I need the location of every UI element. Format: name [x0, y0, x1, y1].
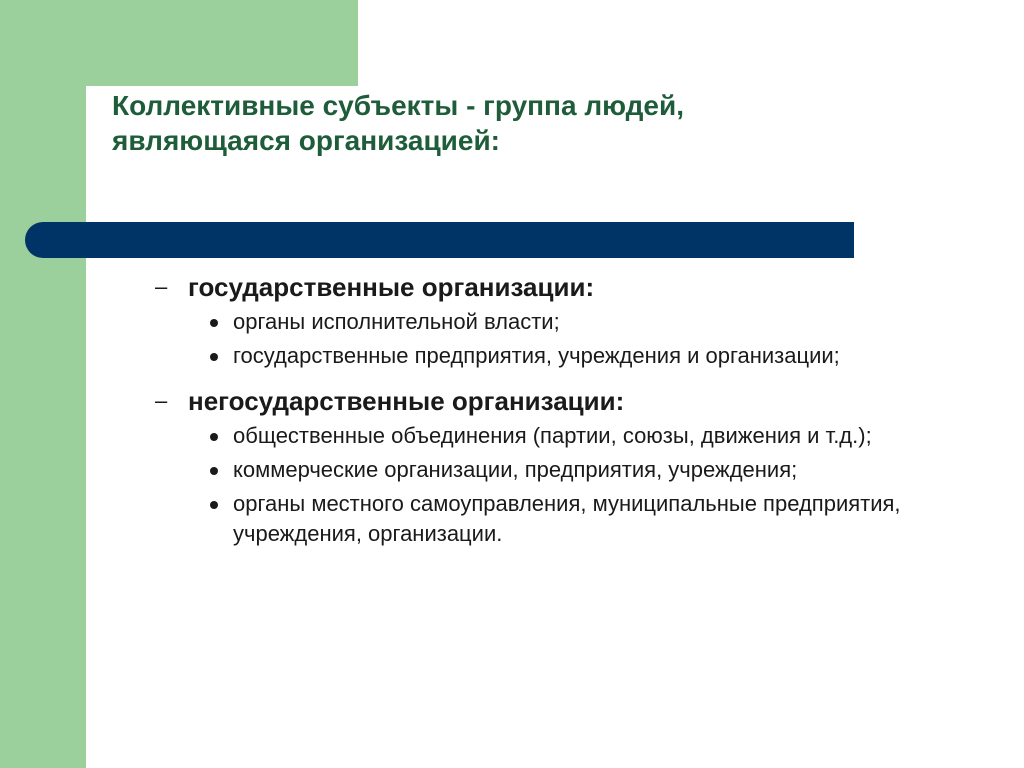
bullet-icon	[210, 467, 218, 475]
section-heading-nonstate	[155, 381, 995, 421]
green-side-strip	[0, 0, 86, 768]
dash-marker: –	[155, 274, 168, 299]
list-item	[155, 421, 995, 451]
dash-marker: –	[155, 388, 168, 413]
bullet-icon	[210, 319, 218, 327]
list-item-text: коммерческие организации, предприятия, учреждения;	[233, 457, 798, 482]
list-item	[155, 489, 995, 549]
list-item	[155, 307, 995, 337]
slide-title	[112, 88, 992, 158]
title-line-1: Коллективные субъекты - группа людей,	[112, 90, 684, 121]
content-list	[155, 267, 995, 553]
bullet-icon	[210, 433, 218, 441]
list-item-text: государственные предприятия, учреждения и организации;	[233, 343, 840, 368]
divider-bar	[25, 222, 854, 258]
section-heading-text: государственные организации:	[188, 272, 595, 302]
section-heading-state	[155, 267, 995, 307]
list-item-text: органы исполнительной власти;	[233, 309, 560, 334]
section-heading-text: негосударственные организации:	[188, 386, 625, 416]
bullet-icon	[210, 501, 218, 509]
list-item-text: общественные объединения (партии, союзы, движения и т.д.);	[233, 423, 872, 448]
list-item	[155, 341, 995, 371]
list-item	[155, 455, 995, 485]
bullet-icon	[210, 353, 218, 361]
title-line-2: являющаяся организацией:	[112, 125, 501, 156]
list-item-text: органы местного самоуправления, муниципальные предприятия, учреждения, организации.	[233, 491, 901, 546]
